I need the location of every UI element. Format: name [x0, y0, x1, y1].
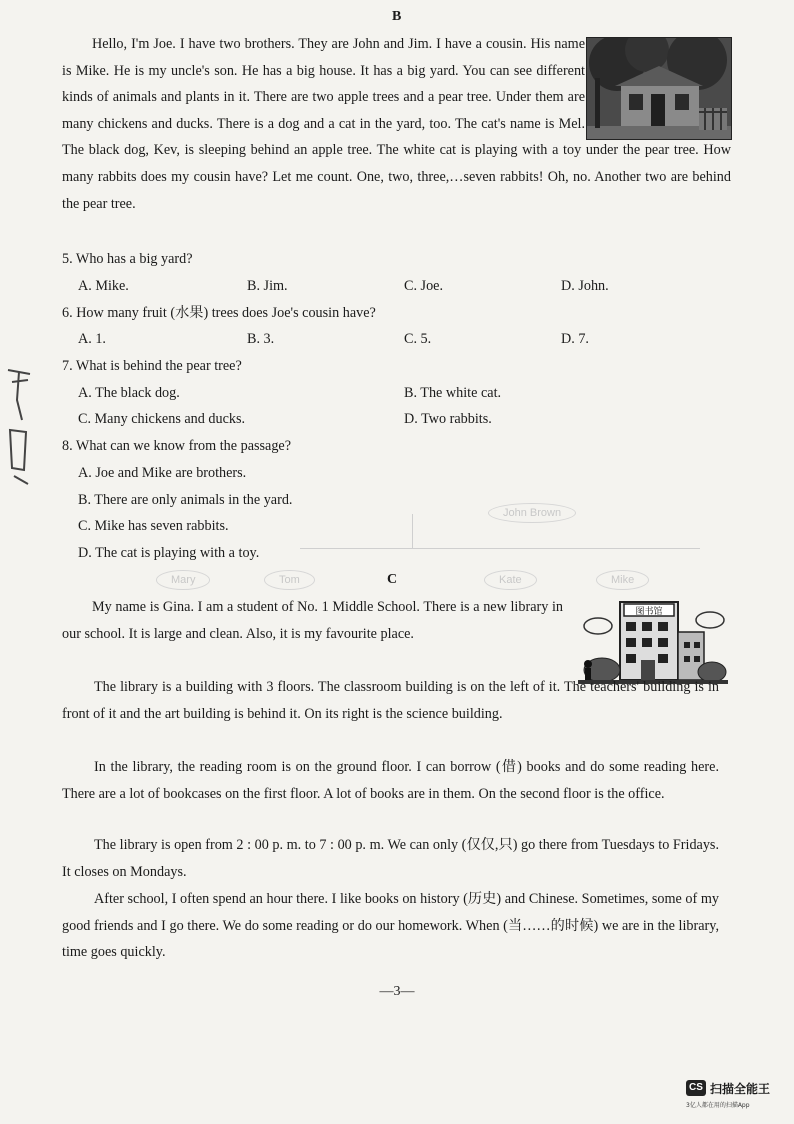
photo-spacer	[585, 31, 731, 137]
section-c-letter: C	[387, 572, 398, 587]
passage-c-paragraph-2: The library is a building with 3 floors. The classroom building is on the left of it. The teachers' building is in front of it and the art building is behind it. On its right is the science building.	[62, 679, 719, 722]
q8-option-b: B. There are only animals in the yard.	[78, 492, 293, 508]
scanner-logo-icon: CS	[686, 1080, 706, 1096]
passage-c-paragraph-4: The library is open from 2 : 00 p. m. to 7 : 00 p. m. We can only (仅仅,只) go there from Tuesdays to Fridays. It closes on Mondays.	[62, 837, 719, 880]
q6-option-d: D. 7.	[561, 331, 589, 347]
q5-option-b: B. Jim.	[247, 278, 288, 294]
page-number: —3—	[379, 984, 415, 999]
bleed-through-line	[412, 514, 413, 548]
bleed-through-line	[300, 548, 700, 549]
q8-option-d: D. The cat is playing with a toy.	[78, 545, 260, 561]
q7-option-b: B. The white cat.	[404, 385, 502, 401]
q7-option-a: A. The black dog.	[78, 385, 180, 401]
handwritten-margin-mark	[4, 360, 34, 490]
bleed-through-name: Mary	[156, 570, 210, 590]
passage-b: Hello, I'm Joe. I have two brothers. They are John and Jim. I have a cousin. His name is Mike. He is my uncle's son. He has a big house. It has a big yard. You can see different kinds of animals and plants in it. There are two apple trees and a pear tree. Under them are many chickens and ducks. There is a dog and a cat in the yard, too. The cat's name is Mel. The black dog, Kev, is sleeping behind an apple tree. The white cat is playing with a toy under the pear tree. How many rabbits does my cousin have? Let me count. One, two, three,…seven rabbits! Oh, no. Another two are behind the pear tree.	[62, 31, 731, 217]
bleed-through-name: Kate	[484, 570, 537, 590]
question-8: 8. What can we know from the passage?	[62, 438, 292, 454]
q8-option-c: C. Mike has seven rabbits.	[78, 518, 229, 534]
question-5: 5. Who has a big yard?	[62, 251, 193, 267]
q5-option-c: C. Joe.	[404, 278, 444, 294]
passage-c-paragraph-3: In the library, the reading room is on the ground floor. I can borrow (借) books and do some reading here. There are a lot of bookcases on the first floor. A lot of books are in them. On the second floor is the office.	[62, 759, 719, 802]
section-b-letter: B	[392, 9, 402, 24]
passage-c-paragraph-5: After school, I often spend an hour there. I like books on history (历史) and Chinese. Sometimes, some of my good friends and I go there. We do some reading or do our homework. When (当……的时候) we are in the library, time goes quickly.	[62, 891, 719, 961]
library-sign: 图书馆	[635, 607, 663, 617]
scanner-tagline: 3亿人都在用的扫描App	[686, 1102, 750, 1109]
q8-option-a: A. Joe and Mike are brothers.	[78, 465, 247, 481]
q6-option-c: C. 5.	[404, 331, 432, 347]
library-spacer	[563, 594, 719, 686]
q5-option-d: D. John.	[561, 278, 609, 294]
question-7: 7. What is behind the pear tree?	[62, 358, 242, 374]
q6-option-a: A. 1.	[78, 331, 106, 347]
scanner-app-name: 扫描全能王	[710, 1082, 771, 1096]
q7-option-d: D. Two rabbits.	[404, 411, 492, 427]
bleed-through-name: John Brown	[488, 503, 576, 523]
passage-c-paragraph-1: My name is Gina. I am a student of No. 1 Middle School. There is a new library in our school. It is large and clean. Also, it is my favourite place.	[62, 594, 719, 686]
bleed-through-name: Mike	[596, 570, 649, 590]
q7-option-c: C. Many chickens and ducks.	[78, 411, 246, 427]
q6-option-b: B. 3.	[247, 331, 275, 347]
bleed-through-name: Tom	[264, 570, 315, 590]
q5-option-a: A. Mike.	[78, 278, 129, 294]
question-6: 6. How many fruit (水果) trees does Joe's cousin have?	[62, 305, 376, 321]
